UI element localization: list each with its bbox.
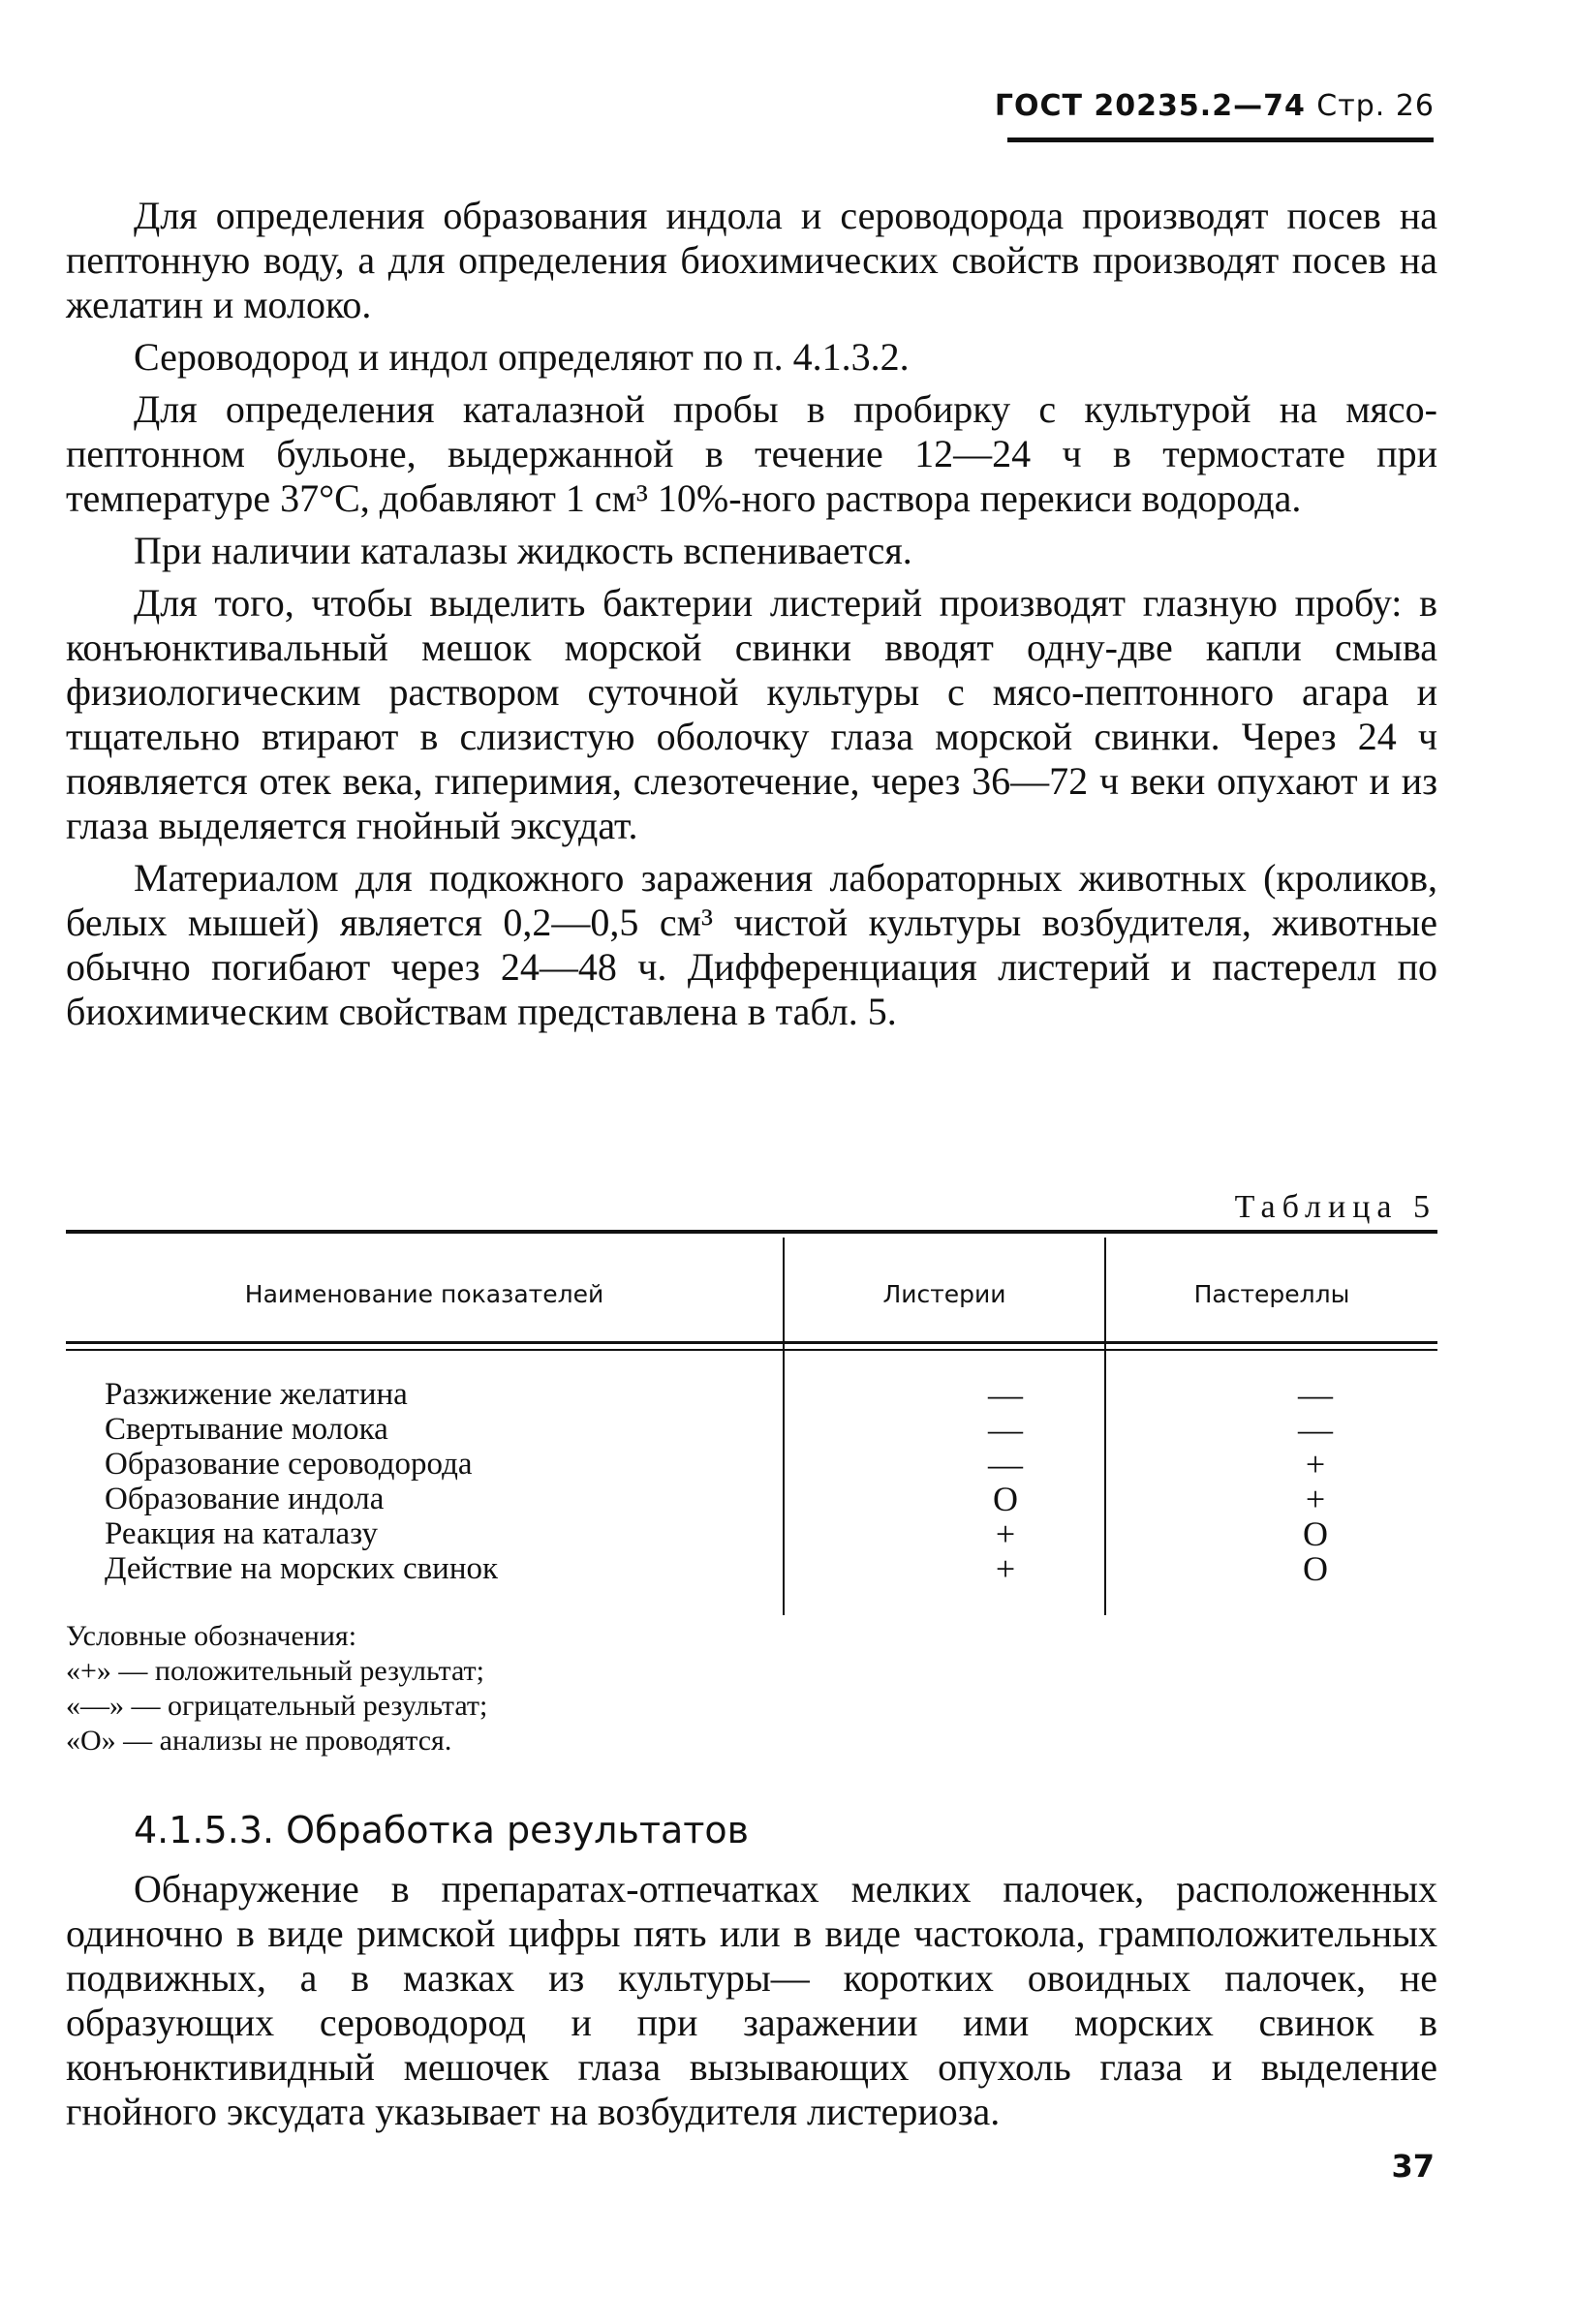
table-row — [105, 1480, 1326, 1518]
pasteurella-value: + — [1305, 1480, 1326, 1518]
paragraph: Для того, чтобы выделить бактерии листерий производят глазную пробу: в конъюнктивальный мешок морской свинки вводят одну-две капли смыва физиологическим раствором суточной культуры с мясо-пептонного агара и тщательно втирают в слизистую оболочку глаза морской свинки. Через 24 ч появляется отек века, гиперимия, слезотечение, через 36—72 ч веки опухают и из глаза выделяется гнойный эксудат. — [66, 581, 1437, 847]
legend-item: «О» — анализы не проводятся. — [66, 1725, 452, 1757]
page-number: 37 — [1391, 2148, 1435, 2185]
table-label: Таблица 5 — [1234, 1189, 1436, 1225]
indicator-name: Реакция на каталазу — [105, 1516, 378, 1551]
legend-item: «+» — положительный результат; — [66, 1655, 484, 1687]
listeria-value: — — [988, 1445, 1023, 1483]
indicator-name: Действие на морских свинок — [105, 1551, 499, 1586]
paragraph: При наличии каталазы жидкость вспенивается. — [134, 529, 912, 572]
header-listeria: Листерии — [882, 1280, 1006, 1308]
paragraph: Для определения каталазной пробы в пробирку с культурой на мясо-пептонном бульоне, выдержанной в течение 12—24 ч в термостате при температуре 37°С, добавляют 1 см³ 10%-ного раствора перекиси водорода. — [66, 387, 1437, 520]
indicator-name: Образование индола — [105, 1482, 385, 1516]
section-text — [66, 1867, 1437, 2134]
body-text — [66, 194, 1437, 1034]
paragraph: Для определения образования индола и сероводорода производят посев на пептонную воду, а для определения биохимических свойств производят посев на желатин и молоко. — [66, 194, 1437, 326]
listeria-value: + — [995, 1514, 1016, 1553]
header-pasteurella: Пастереллы — [1193, 1280, 1350, 1308]
table-row — [105, 1375, 1333, 1414]
listeria-value: + — [995, 1549, 1016, 1588]
pasteurella-value: О — [1303, 1514, 1328, 1553]
pasteurella-value: О — [1303, 1549, 1328, 1588]
table-body — [105, 1375, 1333, 1588]
indicator-name: Разжижение желатина — [105, 1377, 408, 1412]
pasteurella-value: — — [1298, 1410, 1333, 1449]
indicator-name: Образование сероводорода — [105, 1447, 473, 1482]
page-label: Стр. 26 — [1316, 89, 1435, 123]
legend-title: Условные обозначения: — [66, 1620, 357, 1652]
table-row — [105, 1445, 1326, 1483]
table-header-rule-2 — [66, 1349, 1437, 1351]
table-header-rule — [66, 1341, 1437, 1344]
table-legend — [66, 1619, 487, 1758]
table-row — [105, 1549, 1328, 1588]
listeria-value: О — [993, 1480, 1018, 1518]
pasteurella-value: + — [1305, 1445, 1326, 1483]
header-rule — [1007, 138, 1434, 142]
paragraph: Обнаружение в препаратах-отпечатках мелких палочек, расположенных одиночно в виде римской цифры пять или в виде частокола, грамположительных подвижных, а в мазках из культуры— коротких овоидных палочек, не образующих сероводород и при заражении ими морских свинок в конъюнктивидный мешочек глаза вызывающих опухоль глаза и выделение гнойного эксудата указывает на возбудителя листериоза. — [66, 1867, 1437, 2133]
paragraph: Сероводород и индол определяют по п. 4.1.3.2. — [134, 335, 910, 379]
comparison-table — [66, 1230, 1437, 1617]
standard-code: ГОСТ 20235.2—74 — [994, 89, 1306, 123]
pasteurella-value: — — [1298, 1375, 1333, 1414]
table-row — [105, 1410, 1333, 1449]
table-row — [105, 1514, 1328, 1553]
header-indicator: Наименование показателей — [244, 1280, 604, 1308]
paragraph: Материалом для подкожного заражения лабораторных животных (кроликов, белых мышей) является 0,2—0,5 см³ чистой культуры возбудителя, животные обычно погибают через 24—48 ч. Дифференциация листерий и пастерелл по биохимическим свойствам представлена в табл. 5. — [66, 856, 1437, 1033]
indicator-name: Свертывание молока — [105, 1412, 388, 1447]
table-top-rule — [66, 1230, 1437, 1234]
listeria-value: — — [988, 1410, 1023, 1449]
page-header — [995, 89, 1435, 123]
section-title: 4.1.5.3. Обработка результатов — [134, 1809, 750, 1851]
legend-item: «—» — огрицательный результат; — [66, 1690, 488, 1722]
listeria-value: — — [988, 1375, 1023, 1414]
